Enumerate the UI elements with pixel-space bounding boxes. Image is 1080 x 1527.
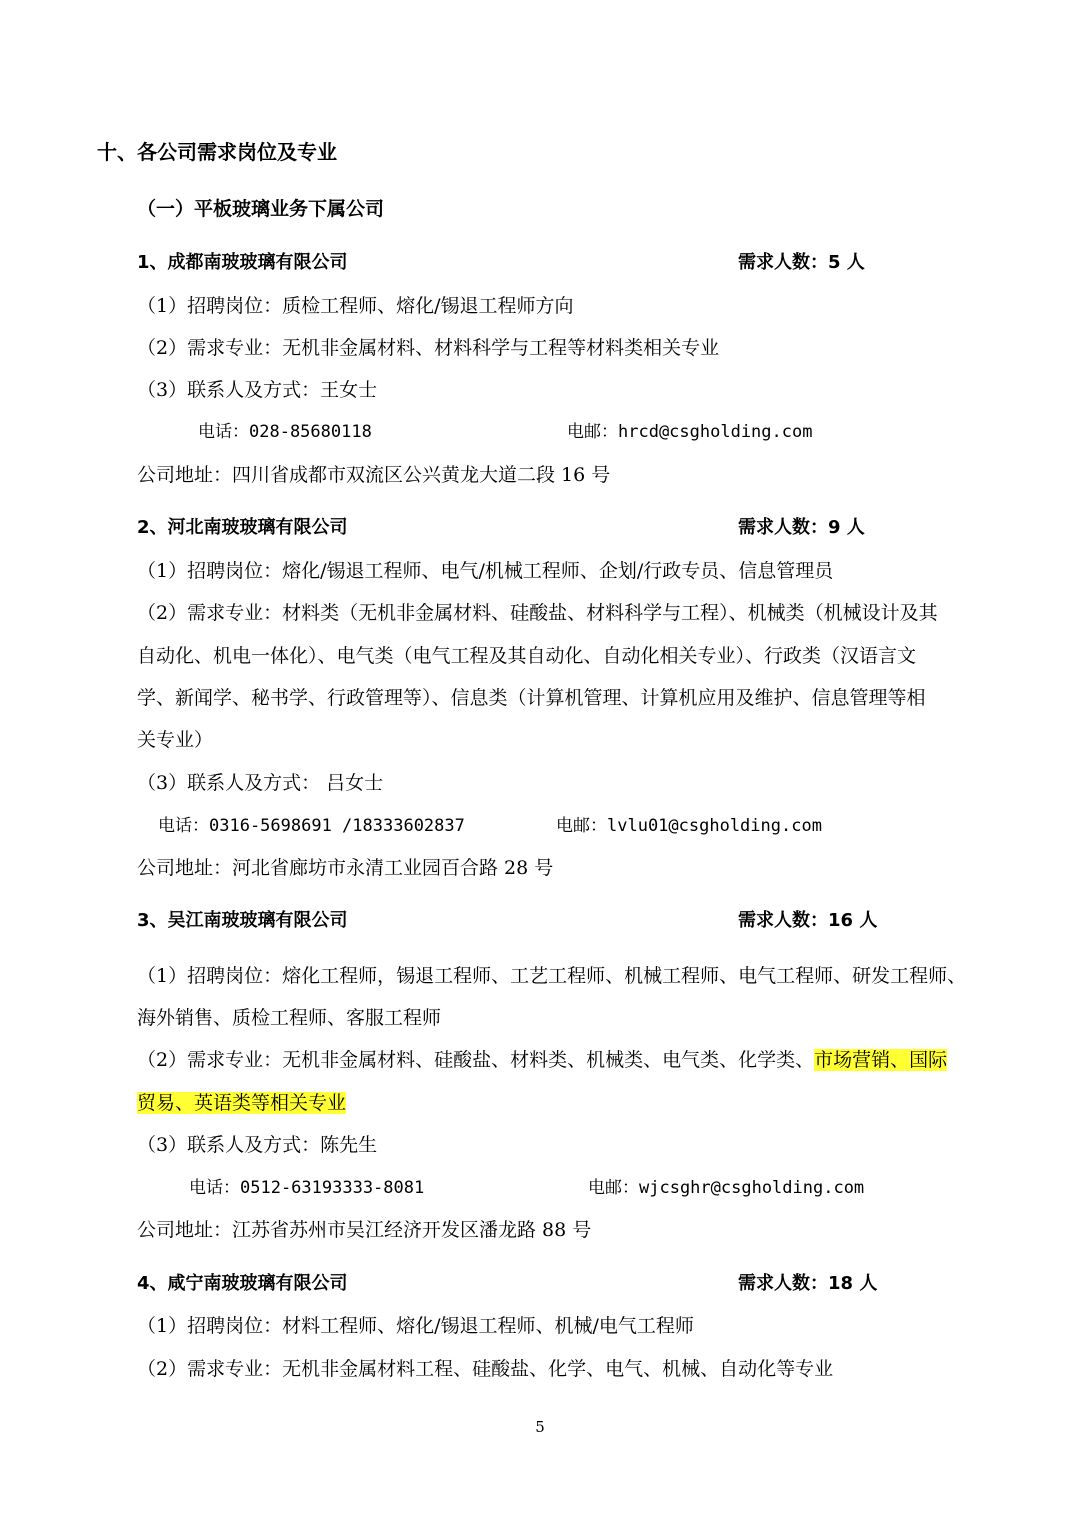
recruit-positions-line: （1）招聘岗位：熔化工程师，锡退工程师、工艺工程师、机械工程师、电气工程师、研发工程师、 [137,965,967,987]
highlighted-text: 贸易、英语类等相关专业 [137,1092,347,1114]
recruit-positions: （1）招聘岗位：熔化/锡退工程师、电气/机械工程师、企划/行政专员、信息管理员 [137,560,834,582]
required-majors-line: 学、新闻学、秘书学、行政管理等）、信息类（计算机管理、计算机应用及维护、信息管理等相 [137,687,926,709]
majors-text: （2）需求专业：无机非金属材料、硅酸盐、材料类、机械类、电气类、化学类、 [137,1049,815,1071]
required-majors: （2）需求专业：无机非金属材料工程、硅酸盐、化学、电气、机械、自动化等专业 [137,1358,834,1380]
required-majors: （2）需求专业：无机非金属材料、材料科学与工程等材料类相关专业 [137,337,720,359]
section-title: 十、各公司需求岗位及专业 [97,140,337,164]
company-address: 公司地址：四川省成都市双流区公兴黄龙大道二段 16 号 [137,464,611,486]
company-name: 3、吴江南玻玻璃有限公司 [137,910,348,931]
required-majors-line: 关专业） [137,729,214,751]
required-majors-line: 自动化、机电一体化）、电气类（电气工程及其自动化、自动化相关专业）、行政类（汉语言文 [137,645,917,667]
contact-person: （3）联系人及方式：陈先生 [137,1134,378,1156]
demand-count: 需求人数：16 人 [738,910,878,931]
contact-person: （3）联系人及方式：王女士 [137,379,378,401]
recruit-positions-line: 海外销售、质检工程师、客服工程师 [137,1007,442,1029]
demand-count: 需求人数：9 人 [738,517,865,538]
required-majors-line: （2）需求专业：材料类（无机非金属材料、硅酸盐、材料科学与工程）、机械类（机械设计及其 [137,602,938,624]
company-name: 2、河北南玻玻璃有限公司 [137,517,348,538]
contact-phone: 电话：0512-63193333-8081 [189,1178,425,1198]
contact-phone: 电话：028-85680118 [198,422,372,442]
subsection-title: （一）平板玻璃业务下属公司 [137,198,385,220]
required-majors-line [137,1047,947,1073]
contact-person: （3）联系人及方式： 吕女士 [137,772,384,794]
contact-email: 电邮：wjcsghr@csgholding.com [588,1178,865,1198]
contact-email: 电邮：hrcd@csgholding.com [567,422,813,442]
company-name: 1、成都南玻玻璃有限公司 [137,252,348,273]
company-address: 公司地址：江苏省苏州市吴江经济开发区潘龙路 88 号 [137,1219,592,1241]
contact-email: 电邮：lvlu01@csgholding.com [556,816,822,836]
company-address: 公司地址：河北省廊坊市永清工业园百合路 28 号 [137,857,554,879]
recruit-positions: （1）招聘岗位：质检工程师、熔化/锡退工程师方向 [137,295,574,317]
company-name: 4、咸宁南玻玻璃有限公司 [137,1273,348,1294]
demand-count: 需求人数：18 人 [738,1273,878,1294]
recruit-positions: （1）招聘岗位：材料工程师、熔化/锡退工程师、机械/电气工程师 [137,1315,694,1337]
page-number: 5 [535,1418,545,1436]
demand-count: 需求人数：5 人 [738,252,865,273]
contact-phone: 电话：0316-5698691 /18333602837 [158,816,465,836]
required-majors-line [137,1090,346,1116]
highlighted-text: 市场营销、国际 [814,1049,948,1071]
